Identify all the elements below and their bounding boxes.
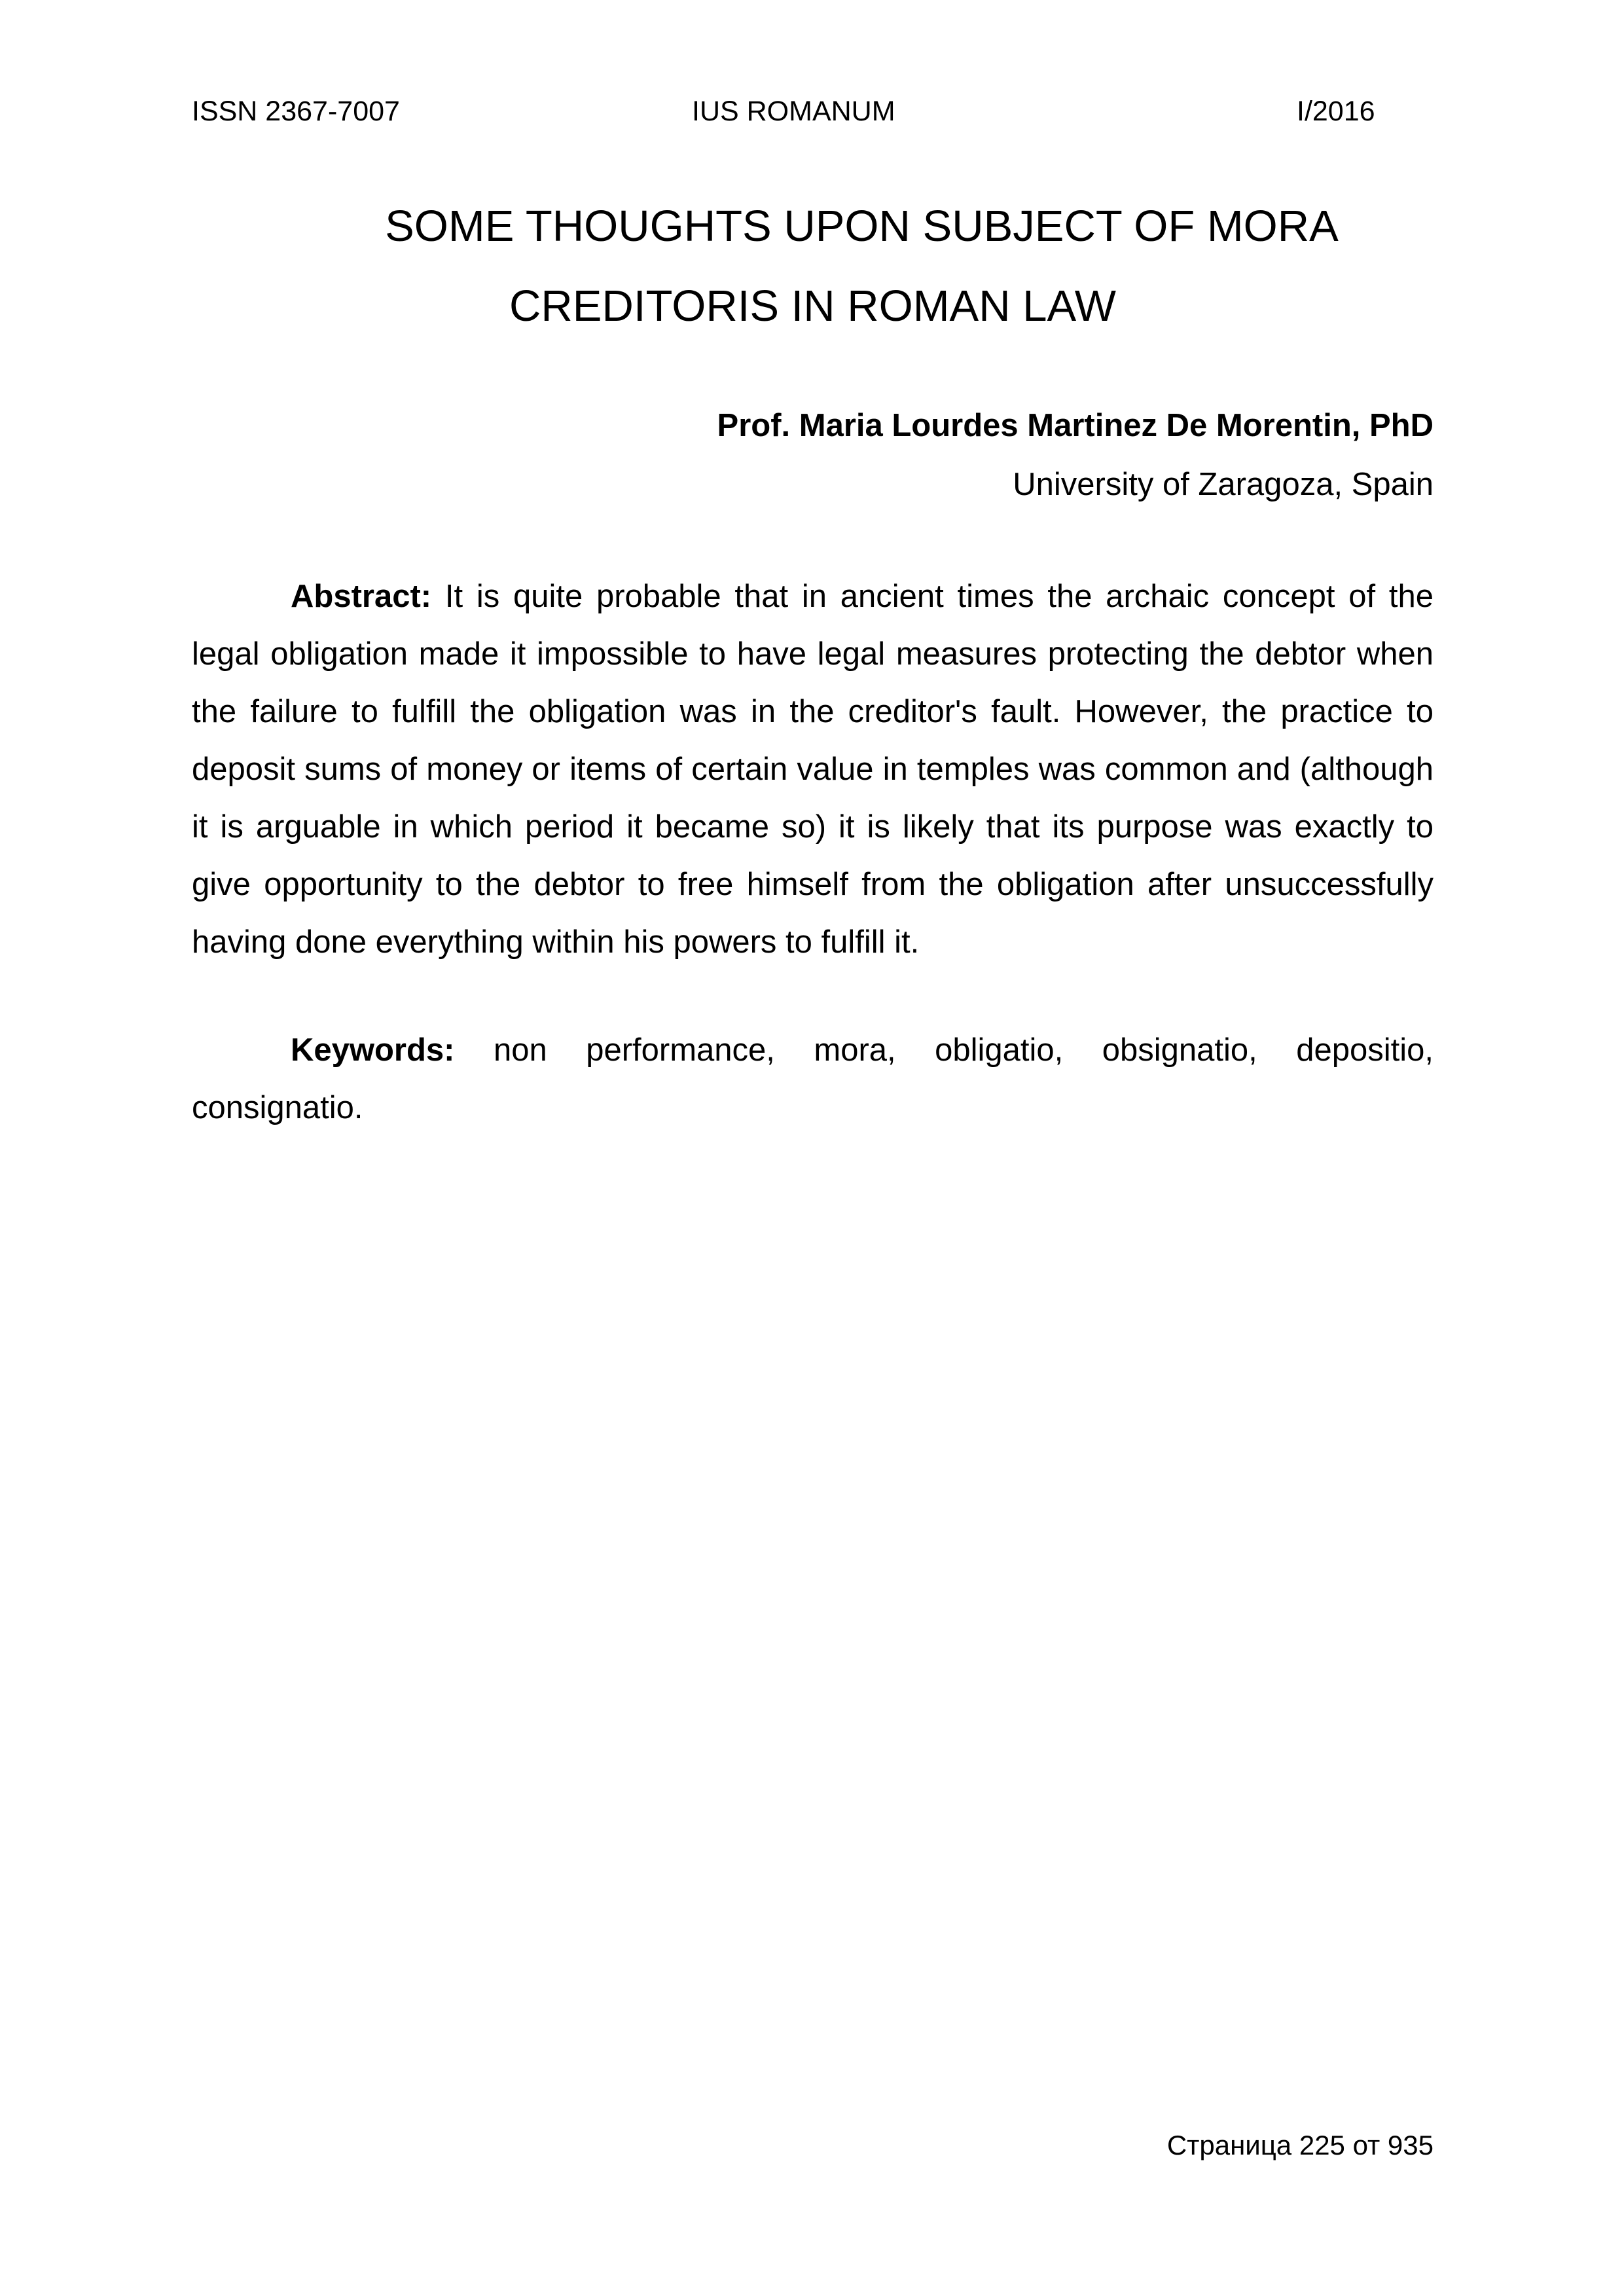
author-affiliation: University of Zaragoza, Spain bbox=[1013, 467, 1434, 502]
abstract-line: give opportunity to the debtor to free himself from the obligation after unsuccessfully bbox=[192, 867, 1434, 902]
abstract-line: deposit sums of money or items of certain value in temples was common and (although bbox=[192, 752, 1434, 787]
keywords-line bbox=[192, 1021, 1434, 1079]
article-title-line-2: CREDITORIS IN ROMAN LAW bbox=[509, 282, 1116, 331]
page-header bbox=[192, 94, 1434, 128]
article-title-line-1: SOME THOUGHTS UPON SUBJECT OF MORA bbox=[385, 202, 1339, 251]
abstract-line: having done everything within his powers to fulfill it. bbox=[192, 924, 920, 960]
page-footer bbox=[192, 2129, 1434, 2162]
abstract-line: legal obligation made it impossible to have legal measures protecting the debtor when bbox=[192, 636, 1434, 672]
keywords-text: non performance, mora, obligatio, obsignatio, depositio, bbox=[494, 1032, 1434, 1068]
article-title bbox=[192, 187, 1434, 346]
author-block bbox=[192, 396, 1434, 514]
keywords-paragraph bbox=[192, 1021, 1434, 1137]
author-name: Prof. Maria Lourdes Martinez De Morentin, PhD bbox=[717, 408, 1434, 443]
issn-text: ISSN 2367-7007 bbox=[192, 96, 400, 127]
abstract-text: It is quite probable that in ancient times the archaic concept of the bbox=[444, 579, 1434, 614]
abstract-line: it is arguable in which period it became so) it is likely that its purpose was exactly to bbox=[192, 809, 1434, 845]
abstract-paragraph bbox=[192, 568, 1434, 971]
journal-name: IUS ROMANUM bbox=[692, 96, 895, 127]
keywords-label: Keywords: bbox=[291, 1032, 455, 1068]
page-number-indicator: Страница 225 от 935 bbox=[1166, 2130, 1434, 2160]
abstract-label: Abstract: bbox=[291, 579, 432, 614]
abstract-line bbox=[192, 568, 1434, 625]
keywords-line: consignatio. bbox=[192, 1090, 363, 1125]
abstract-line: the failure to fulfill the obligation was in the creditor's fault. However, the practice to bbox=[192, 694, 1434, 729]
issue-number: I/2016 bbox=[1297, 96, 1375, 127]
